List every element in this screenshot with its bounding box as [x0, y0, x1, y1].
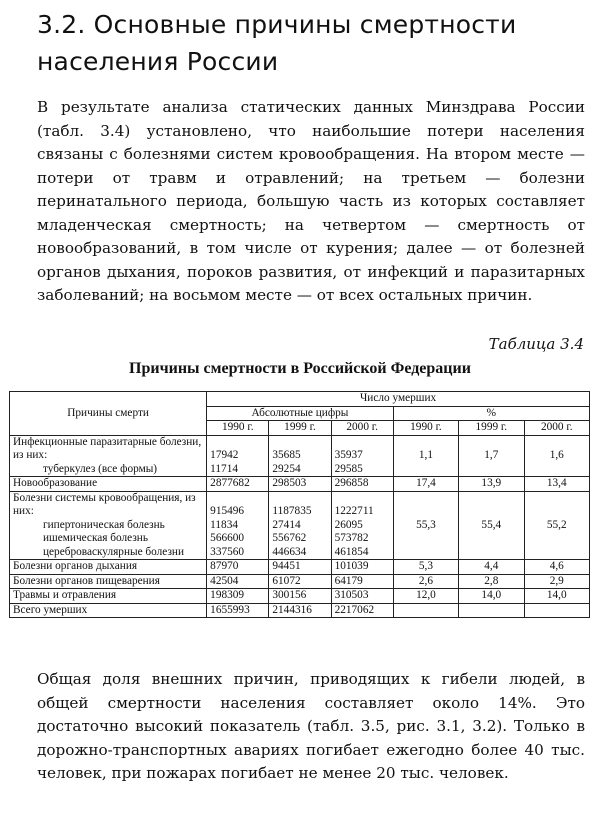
- absolute-value: 29254: [272, 462, 301, 475]
- absolute-value: 1187835: [272, 505, 312, 517]
- absolute-value: 11834: [210, 518, 238, 531]
- percent-cell-p2000: 4,6: [524, 560, 590, 575]
- absolute-cell-y1999: [269, 574, 331, 589]
- percent-cell-p1999: 13,9: [459, 477, 524, 492]
- absolute-cell-y2000: [331, 477, 393, 492]
- section-title-line-1: 3.2. Основные причины смертности: [37, 10, 517, 39]
- cause-cell: [10, 603, 207, 618]
- absolute-value: 198309: [210, 589, 245, 601]
- absolute-value: 310503: [334, 589, 369, 601]
- header-year: 1999 г.: [459, 421, 524, 436]
- cause-cell: [10, 589, 207, 604]
- absolute-value: 1222711: [334, 505, 374, 517]
- cause-label: Болезни органов дыхания: [13, 560, 138, 572]
- absolute-value: 87970: [210, 560, 239, 572]
- absolute-cell-y1990: [207, 603, 269, 618]
- percent-cell-p1990: 1,1: [393, 435, 458, 477]
- cause-cell: [10, 491, 207, 560]
- cause-cell: [10, 574, 207, 589]
- absolute-cell-y1990: [207, 435, 269, 477]
- absolute-value: 61072: [272, 574, 301, 587]
- percent-cell-p1990: 5,3: [393, 560, 458, 575]
- table-body: [10, 435, 590, 618]
- absolute-cell-y1999: [269, 560, 331, 575]
- table-row: [10, 560, 590, 575]
- percent-cell-p2000: 1,6: [524, 435, 590, 477]
- percent-cell-p1999: 4,4: [459, 560, 524, 575]
- percent-cell-p1990: 2,6: [393, 574, 458, 589]
- cause-sub-label: туберкулез (все формы): [43, 462, 158, 475]
- table-head: [10, 392, 590, 436]
- absolute-value: 573782: [334, 532, 369, 544]
- absolute-cell-y2000: [331, 435, 393, 477]
- cause-sub-label: ишемическая болезнь: [43, 532, 148, 544]
- percent-cell-p2000: [524, 603, 590, 618]
- absolute-cell-y1990: [207, 560, 269, 575]
- absolute-value: 300156: [272, 589, 307, 601]
- absolute-value: 298503: [272, 477, 307, 489]
- absolute-cell-y1999: [269, 435, 331, 477]
- percent-cell-p1999: 14,0: [459, 589, 524, 604]
- absolute-value: 461854: [334, 545, 369, 558]
- absolute-value: 26095: [334, 518, 363, 531]
- table-row: [10, 589, 590, 604]
- cause-cell: [10, 477, 207, 492]
- absolute-value: 94451: [272, 560, 301, 572]
- table-row: [10, 491, 590, 560]
- header-year: 2000 г.: [524, 421, 590, 436]
- table-row: [10, 574, 590, 589]
- absolute-value: 35685: [272, 449, 301, 461]
- table-row: [10, 603, 590, 618]
- absolute-cell-y1990: [207, 477, 269, 492]
- header-year: 1990 г.: [207, 421, 269, 436]
- percent-cell-p1990: 17,4: [393, 477, 458, 492]
- section-title: [37, 6, 577, 80]
- absolute-value: 17942: [210, 449, 239, 461]
- cause-sub-label: гипертоническая болезнь: [43, 518, 165, 531]
- table-caption: Таблица 3.4: [488, 335, 584, 353]
- cause-label: Болезни органов пищеварения: [13, 574, 160, 587]
- absolute-value: 2877682: [210, 477, 250, 489]
- header-cause: Причины смерти: [10, 392, 207, 436]
- absolute-value: 915496: [210, 505, 245, 517]
- table-row: [10, 477, 590, 492]
- absolute-cell-y1990: [207, 574, 269, 589]
- header-percent: %: [393, 406, 589, 421]
- percent-cell-p1990: 12,0: [393, 589, 458, 604]
- header-year: 1999 г.: [269, 421, 331, 436]
- absolute-cell-y2000: [331, 603, 393, 618]
- absolute-cell-y1999: [269, 491, 331, 560]
- absolute-value: 2144316: [272, 603, 312, 616]
- absolute-value: 2217062: [334, 603, 375, 616]
- absolute-value: 337560: [210, 545, 245, 558]
- percent-cell-p1990: [393, 603, 458, 618]
- absolute-cell-y2000: [331, 574, 393, 589]
- percent-cell-p1999: 1,7: [459, 435, 524, 477]
- absolute-value: 296858: [334, 477, 369, 489]
- header-absolute: Абсолютные цифры: [207, 406, 394, 421]
- absolute-value: 29585: [334, 462, 363, 475]
- absolute-value: 35937: [334, 449, 363, 461]
- absolute-cell-y1999: [269, 477, 331, 492]
- section-title-line-2: населения России: [37, 47, 279, 76]
- table-title: Причины смертности в Российской Федерации: [129, 360, 471, 377]
- absolute-value: 64179: [334, 574, 363, 587]
- absolute-value: 566600: [210, 532, 245, 544]
- absolute-cell-y1999: [269, 603, 331, 618]
- cause-sub-label: цереброваскулярные болезни: [43, 545, 185, 558]
- percent-cell-p1999: 55,4: [459, 491, 524, 560]
- percent-cell-p1999: [459, 603, 524, 618]
- absolute-value: 1655993: [210, 603, 250, 616]
- cause-label: Всего умерших: [13, 603, 88, 616]
- absolute-value: 556762: [272, 532, 307, 544]
- percent-cell-p2000: 13,4: [524, 477, 590, 492]
- cause-label: Инфекционные паразитарные болезни, из них:: [13, 435, 202, 461]
- paragraph-external-causes: Общая доля внешних причин, приводящих к гибели людей, в общей смертности населения составляет около 14%. Это достаточно высокий показатель (табл. 3.5, рис. 3.1, 3.2). Только в дорожно-транспортных авариях погибает ежегодно более 40 тыс. человек, при пожарах погибает не менее 20 тыс. человек.: [37, 670, 585, 782]
- absolute-cell-y2000: [331, 491, 393, 560]
- cause-label: Травмы и отравления: [13, 589, 117, 601]
- mortality-table: [9, 391, 590, 618]
- percent-cell-p2000: 2,9: [524, 574, 590, 589]
- absolute-cell-y1990: [207, 491, 269, 560]
- cause-label: Болезни системы кровообращения, из них:: [13, 491, 196, 517]
- absolute-value: 446634: [272, 545, 307, 558]
- percent-cell-p2000: 55,2: [524, 491, 590, 560]
- percent-cell-p1990: 55,3: [393, 491, 458, 560]
- cause-cell: [10, 560, 207, 575]
- absolute-cell-y1999: [269, 589, 331, 604]
- percent-cell-p2000: 14,0: [524, 589, 590, 604]
- header-year: 1990 г.: [393, 421, 458, 436]
- absolute-cell-y1990: [207, 589, 269, 604]
- absolute-value: 11714: [210, 462, 238, 475]
- paragraph-intro: В результате анализа статических данных Минздрава России (табл. 3.4) установлено, что наибольшие потери населения связаны с болезнями систем кровообращения. На втором месте — потери от травм и отравлений; на третьем — болезни перинатального периода, большую часть из которых составляет младенческая смертность; на четвертом — смертность от новообразований, в том числе от курения; далее — от болезней органов дыхания, пороков развития, от инфекций и паразитарных заболеваний; на восьмом месте — от всех остальных причин.: [37, 98, 585, 304]
- absolute-value: 101039: [334, 560, 369, 572]
- cause-label: Новообразование: [13, 477, 98, 489]
- absolute-cell-y2000: [331, 560, 393, 575]
- cause-cell: [10, 435, 207, 477]
- table-row: [10, 435, 590, 477]
- header-year: 2000 г.: [331, 421, 393, 436]
- header-deaths: Число умерших: [207, 392, 590, 407]
- absolute-value: 27414: [272, 518, 301, 531]
- absolute-cell-y2000: [331, 589, 393, 604]
- percent-cell-p1999: 2,8: [459, 574, 524, 589]
- absolute-value: 42504: [210, 574, 239, 587]
